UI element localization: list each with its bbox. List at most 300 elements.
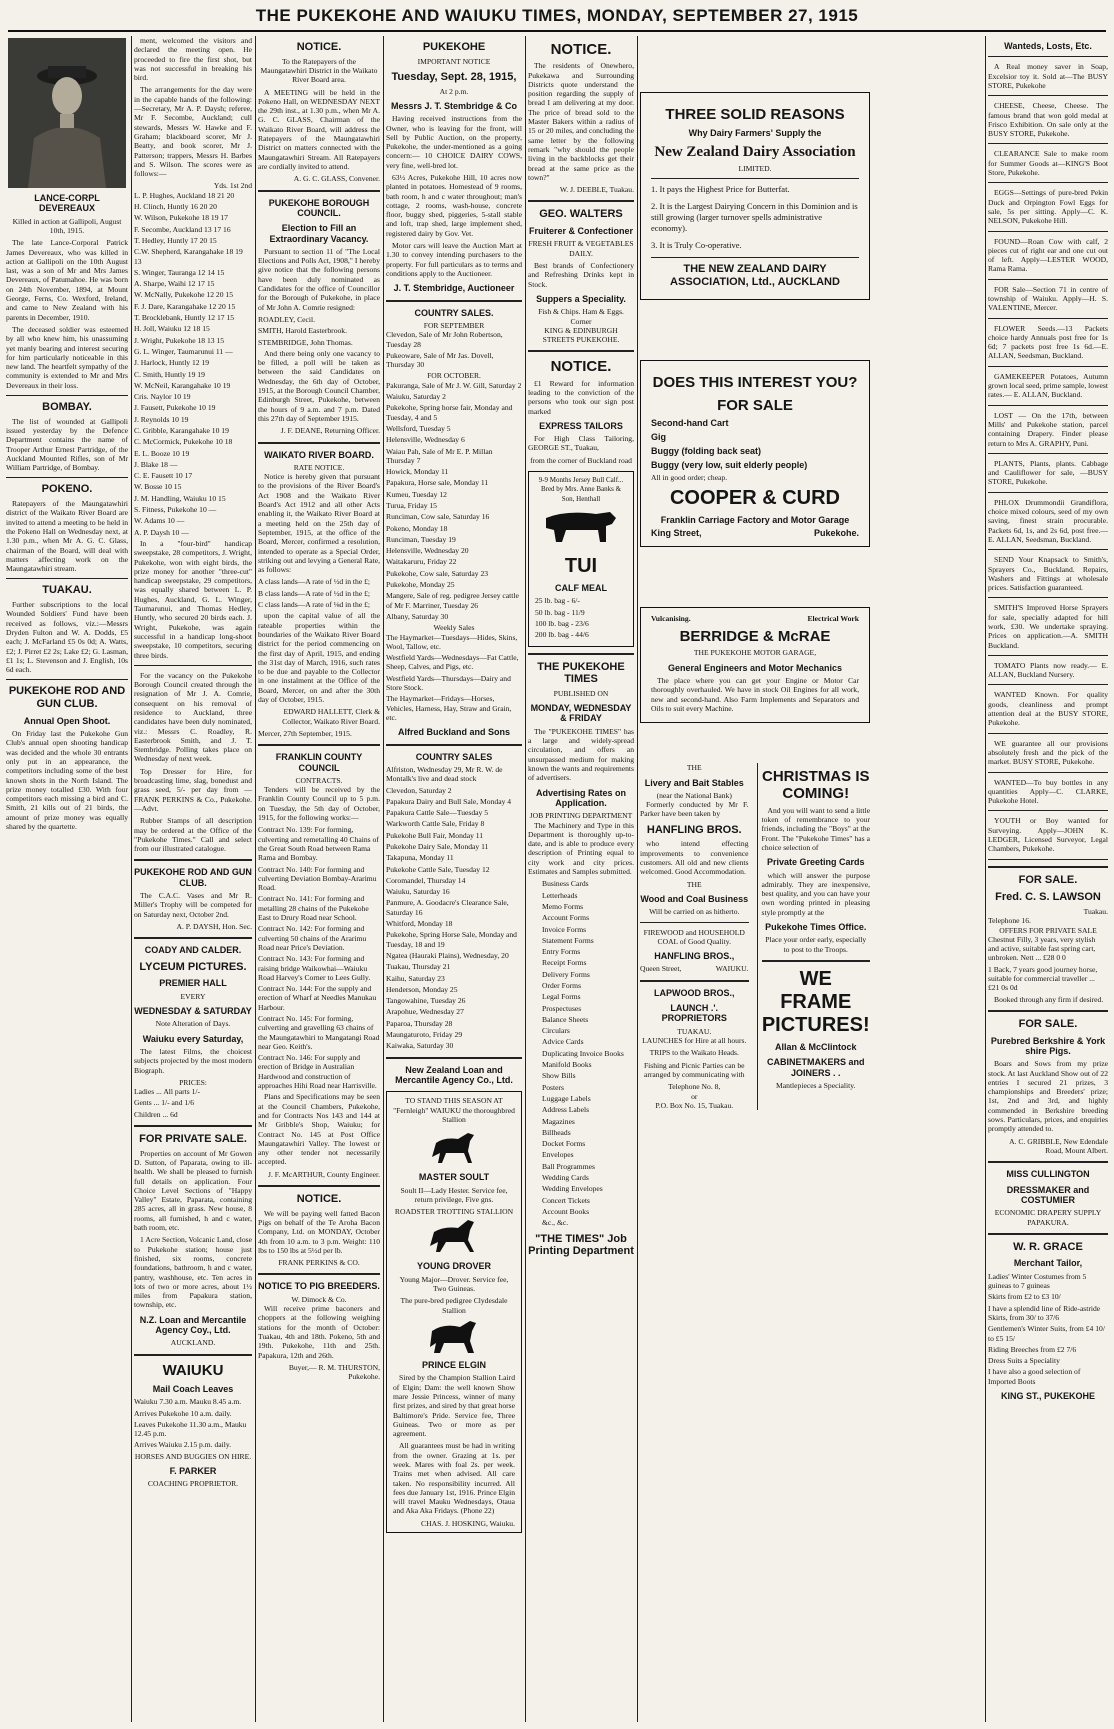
tuakau-paragraph: Further subscriptions to the local Wounded Soldiers' Fund have been received as follows, viz.:—Messrs Dryden Fulton and W. A. Dodds, £5 each; J. McFarland £5 0s 0d; A. Watts, £2; J. Pirret £2 2s; Lake £2; G. Lasman, £1 1s; L. Stevenson and J. English, 10s 6d each. (6, 600, 128, 675)
score-row: C. Gribble, Karangahake 10 19 (134, 425, 229, 435)
column-6 (640, 36, 870, 1724)
every-label: EVERY (180, 991, 206, 1001)
heading-borough-council: PUKEKOHE BOROUGH COUNCIL. (268, 197, 370, 218)
score-row: J. Wright, Pukekohe 18 13 15 (134, 335, 225, 345)
small-ad: PLANTS, Plants, plants. Cabbage and Cauliflower for sale, —BUSY STORE, Pukekohe. (988, 458, 1108, 487)
nz-loan-mercantile: New Zealand Loan and Mercantile Agency Co., Ltd. (395, 1064, 513, 1085)
sale-row: Pukekohe, Spring Horse Sale, Monday and Tuesday, 18 and 19 (386, 930, 517, 949)
score-row: W. Bosse 10 15 (134, 482, 182, 492)
score-row: A. P. Daysh 10 — (134, 527, 189, 537)
small-ad: A Real money saver in Soap, Excelsior toy it. Sold at—The BUSY STORE, Pukekohe (988, 62, 1108, 90)
ad-divider (988, 279, 1108, 280)
sale-row: Howick, Monday 11 (386, 467, 449, 477)
score-row: S. Winger, Tauranga 12 14 15 (134, 267, 225, 277)
fishing: Fishing and Picnic Parties can be arranged by communicating with (643, 1060, 745, 1079)
printing-service-row: Wedding Envelopes (542, 1184, 603, 1194)
rate-notice: RATE NOTICE. (293, 462, 345, 472)
pigs-paragraph: We will be paying well fatted Bacon Pigs on behalf of the Te Aroha Bacon Company, Ltd. on MONDAY, October 4th from 10 a.m. to 3 p.m. Weight: 110 lbs to 150 lbs at 5½d per lb. (258, 1208, 380, 1255)
column-2 (134, 36, 252, 1724)
candidate-row: STEMBRIDGE, John Thomas. (258, 337, 353, 347)
ad-divider (988, 492, 1108, 493)
score-row: A. Sharpe, Waihi 12 17 15 (134, 279, 215, 289)
ad-divider (988, 549, 1108, 550)
horses-buggies: HORSES AND BUGGIES ON HIRE. (134, 1451, 252, 1461)
sale-row: Pukekohe Cattle Sale, Tuesday 12 (386, 864, 490, 874)
berridge-paragraph: The place where you can get your Engine or Motor Car thoroughly overhauled. We have in stock Oil Engines for all work, new and second-hand. Also Farm Implements and Separators and Oils to suit every Machine. (651, 676, 859, 713)
formerly-paragraph: Formerly conducted by Mr F. Parker have been taken by (640, 800, 749, 819)
reason-row: 3. It is Truly Co-operative. (651, 240, 742, 251)
hanfling-ads (640, 763, 749, 1110)
ad-divider (988, 597, 1108, 598)
sale-item-row: Buggy (very low, suit elderly people) (651, 459, 808, 470)
column-rule (637, 36, 638, 1722)
score-row: W. Adams 10 — (134, 516, 185, 526)
nz-loan-place: AUCKLAND. (170, 1338, 216, 1348)
score-row: J. Fausett, Pukekohe 10 19 (134, 403, 216, 413)
dairy-association-ad (640, 92, 870, 300)
sale-row: Pakuranga, Sale of Mr J. W. Gill, Saturday 2 (386, 380, 522, 390)
ad-divider (988, 684, 1108, 685)
printing-service-row: Balance Sheets (542, 1014, 589, 1024)
small-ad: WE guarantee all our provisions absolutely fresh and the pick of the market. BUSY STORE, Pukekohe. (988, 738, 1108, 767)
sale-item-row: Second-hand Cart (651, 417, 729, 428)
tui-bull-label: 9-9 Months Jersey Bull Calf... Bred by Mrs. Anne Banks & Son, Henthall (538, 476, 624, 503)
merchant-tailor: Merchant Tailor, (1013, 1258, 1083, 1269)
borough-paragraph: Pursuant to section 11 of "The Local Elections and Polls Act, 1908," I hereby give notice that the following persons have been duly nominated as Candidates for the office of Councillor for the Borough of Pukekohe, in place of Mr John A. Comrie resigned: (258, 246, 380, 312)
we-frame-pictures: WE FRAME PICTURES! (761, 967, 870, 1036)
king-street: King Street, (651, 527, 702, 538)
sale-row: Waiuku, Saturday 16 (386, 887, 450, 897)
price-row: Gents ... 1/- and 1/6 (134, 1098, 195, 1108)
hanfling-bros: HANFLING BROS. (646, 823, 742, 836)
sale-row: Wellsford, Tuesday 5 (386, 423, 451, 433)
notice-address: To the Ratepayers of the Maungatawhiri District in the Waikato River Board area. (260, 56, 378, 85)
printing-service-row: Entry Forms (542, 947, 581, 957)
sale-row: Waiau Pah, Sale of Mr E. P. Millan Thursday 7 (386, 446, 493, 465)
scores-header: Yds. 1st 2nd (213, 181, 252, 191)
killed-line: Killed in action at Gallipoli, August 10th, 1915. (12, 216, 122, 235)
stallion-box (386, 1091, 522, 1533)
score-row: Cris. Naylor 10 19 (134, 392, 191, 402)
gun-club-paragraph: On Friday last the Pukekohe Gun Club's annual open shooting handicap was decided and the whole 30 entrants only put in an appearance, the competitors including some of the best known shots in the North Island. The prize money totalled £30. With four competitors each missing a bird and C. Smith, 21 kills out of 21 birds, the amount of prize money was equally shared by the quartette. (6, 729, 128, 832)
sale-row: Pukeoware, Sale of Mr Jas. Dovell, Thursday 30 (386, 350, 494, 370)
for-october: FOR OCTOBER. (427, 371, 481, 381)
score-row: T. Hedley, Huntly 17 20 15 (134, 235, 217, 245)
september-list-2 (386, 765, 522, 784)
column-1 (6, 36, 128, 1724)
contract-row: Contract No. 140: For forming and culverting Deviation Bombay-Ararimu Road. (258, 864, 377, 893)
scores-list (134, 191, 252, 537)
christmas-paragraph: And you will want to send a little token of remembrance to your friends, including the "Boys" at the Front. The "Pukekohe Times" has a choice selection of (761, 805, 870, 852)
printing-service-row: Billheads (542, 1127, 571, 1137)
printing-service-row: Memo Forms (542, 901, 584, 911)
heading-notice-bread: NOTICE. (550, 41, 612, 58)
printing-service-row: Envelopes (542, 1150, 574, 1160)
score-row: C. E. Fausett 10 17 (134, 471, 193, 481)
auctioneer: J. T. Stembridge, Auctioneer (393, 283, 515, 294)
printing-service-row: Manifold Books (542, 1060, 592, 1070)
sale-row: Clevedon, Saturday 2 (386, 785, 452, 795)
rate-paragraph: Notice is hereby given that pursuant to the provisions of the River Board's Act 1908 and the Waikato River Board's Act 1912 and all other Acts enabling it, the Waikato River Board at a meeting held on the 25th day of September, 1915, at the office of the Board, Mercer, confirmed a resolution, intended to operate as a Special Order, striking out and levying a General Rate, as follows: (258, 472, 380, 575)
printing-service-row: Magazines (542, 1116, 575, 1126)
christmas-ads (757, 763, 871, 1110)
job-printing-dept: JOB PRINTING DEPARTMENT (529, 811, 633, 821)
sale-paragraph: Having received instructions from the Owner, who is leaving for the front, will Sell by Public Auction, on the property, Pukekohe, the under-mentioned as a going concern:— 10 CHOICE DAIRY COWS, very fine, well-bred lot. (386, 114, 522, 170)
waiuku-saturday: Waiuku every Saturday, (142, 1033, 244, 1044)
waiuku-town: WAIUKU. (715, 964, 749, 974)
general-engineers: General Engineers and Motor Mechanics (667, 662, 843, 673)
king-streets: KING & EDINBURGH STREETS PUKEKOHE. (542, 325, 620, 345)
elgin-terms: All guarantees must be had in writing from the owner. Grazing at 1s. per week. Mares with foal 2s. per week. Trains met when advised. All care taken. No responsibility incurred. All fees due January 1st, 1916. Prince Elgin will travel Mauku Wednesdays, Otaua and Aka Aka Fridays. (Phone 22) (393, 1441, 515, 1516)
ad-divider (988, 405, 1108, 406)
printing-service-row: Order Forms (542, 980, 582, 990)
obituary-paragraph: The late Lance-Corporal Patrick James Devereaux, who was killed in action at Gallipoli on the 10th August last, was a son of Mr and Mrs James Devereaux, of Patumahoe. He was born on 24th November, 1894, at Mount George, Ferns, Co. Wexford, Ireland, and came to New Zealand with his parents in December, 1910. (6, 238, 128, 322)
soldier-portrait (8, 38, 126, 188)
sale-row: Runciman, Tuesday 19 (386, 534, 456, 544)
advertising-rates: Advertising Rates on Application. (535, 787, 627, 808)
sale-row: Papakura Dairy and Bull Sale, Monday 4 (386, 796, 512, 806)
sale-row: Alfriston, Wednesday 29, Mr R. W. de Montalk's live and dead stock (386, 764, 503, 784)
grace-row: I have also a good selection of Imported Boots (988, 1367, 1081, 1386)
deeble-signature: W. J. DEEBLE, Tuakau. (559, 185, 634, 195)
sale-row: Panmure, A. Goodacre's Clearance Sale, Saturday 16 (386, 898, 509, 917)
grace-row: Dress Suits a Speciality (988, 1356, 1060, 1366)
heading-country-sales-2: COUNTRY SALES (415, 751, 493, 762)
contract-row: Contract No. 142: For forming and culverting 50 chains of the Ararimu Road near Price's Deviation. (258, 924, 367, 952)
the-label-2: THE (686, 879, 702, 889)
printing-service-row: Luggage Labels (542, 1093, 591, 1103)
heading-pig-breeders: NOTICE TO PIG BREEDERS. (258, 1281, 380, 1292)
score-row: H. Joll, Waiuku 12 18 15 (134, 324, 210, 334)
sale-row: Maungaturoto, Friday 29 (386, 1030, 463, 1040)
mail-row: Leaves Pukekohe 11.30 a.m., Mauku 12.45 p.m. (134, 1419, 247, 1439)
sale-row: Pukekohe, Monday 25 (386, 580, 455, 590)
score-row: J. Reynolds 10 19 (134, 414, 189, 424)
dimock-name: W. Dimock & Co. (291, 1294, 347, 1304)
offer-row: Chestnut Filly, 3 years, very stylish and active, suitable fast spring cart, unbroken. Nett ... £28 0 0 (988, 934, 1096, 963)
tui-calf-meal-ad (528, 471, 634, 646)
trips: TRIPS to the Waikato Heads. (649, 1048, 739, 1058)
tui-brand: TUI (564, 554, 598, 577)
rod-gun-notice: The C.A.C. Vases and Mr R. Miller's Trophy will be competed for on Saturday next, October 2nd. (134, 891, 252, 919)
small-ad: CLEARANCE Sale to make room for Summer Goods at—KING'S Boot Store, Pukekohe. (988, 149, 1108, 178)
sale-row: Helensville, Wednesday 6 (386, 435, 465, 445)
printing-service-row: Advice Cards (542, 1037, 584, 1047)
lawson-name: Fred. C. S. LAWSON (995, 891, 1101, 904)
score-row: J. Harlock, Huntly 12 19 (134, 358, 210, 368)
economic-drapery: ECONOMIC DRAPERY SUPPLY PAPAKURA. (994, 1208, 1102, 1227)
sale-row: Turua, Friday 15 (386, 501, 437, 510)
ad-divider (988, 318, 1108, 319)
soldier-portrait-image (8, 38, 126, 188)
clydesdale-label: The pure-bred pedigree Clydesdale Stallion (400, 1296, 508, 1315)
express-tailors: EXPRESS TAILORS (539, 420, 623, 431)
heading-tuakau: TUAKAU. (42, 584, 92, 597)
cabinetmakers: CABINETMAKERS and JOINERS . . (766, 1057, 865, 1078)
dairy-association-name: New Zealand Dairy Association (654, 143, 856, 160)
offer-row: 1 Back, 7 years good journey horse, suitable for commercial traveller ... £21 0s 0d (988, 964, 1098, 993)
telephone: Telephone No. 8, (668, 1082, 721, 1092)
coaching-proprietor: COACHING PROPRIETOR. (147, 1479, 239, 1489)
printing-service-row: Legal Forms (542, 992, 581, 1002)
hanfling-paragraph: who intend effecting improvements to convenience customers. All old and new clients welcomed. Good Accommodation. (640, 839, 749, 877)
queen-street: Queen Street, (640, 964, 682, 974)
small-ad: FLOWER Seeds.—13 Packets choice hardy Annuals post free for 1s 6d; 7 packets post free 1s 6d.—E. ALLAN, Seedsman, Buckland. (988, 323, 1108, 361)
launches-hire: LAUNCHES for Hire at all hours. (642, 1036, 747, 1046)
young-drover: YOUNG DROVER (416, 1261, 491, 1272)
printing-service-row: Receipt Forms (542, 958, 587, 968)
fresh-fruit: FRESH FRUIT & VEGETABLES DAILY. (528, 239, 634, 258)
score-row: G. L. Winger, Taumarunui 11 — (134, 346, 233, 356)
small-ad: FOR Sale—Section 71 in centre of township of Waiuku. Apply—H. S. VALENTINE, Mercer. (988, 284, 1108, 313)
vacancy-paragraph: For the vacancy on the Pukekohe Borough Council created through the resignation of Mr J. A. Comrie, consequent on his removal of residence to Auckland, three candidates have been duly nominated, viz.: Messrs C. Roadley, R. Easterbrook Smith, and J. T. Stembridge. Polling takes place on Wednesday of next week. (134, 670, 252, 764)
small-ad: WANTED—To buy bottles in any quantities Apply—C. CLARKE, Pukekohe Hotel. (988, 777, 1108, 806)
small-ad: YOUTH or Boy wanted for Surveying. Apply—JOHN K. LEDGER, Licensed Surveyor, Legal Chambers, Pukekohe. (988, 816, 1108, 854)
mail-coach-leaves: Mail Coach Leaves (152, 1383, 234, 1394)
printing-service-row: Posters (542, 1082, 564, 1092)
horse-icon (424, 1315, 484, 1355)
sale-row: Waiuku, Saturday 2 (386, 392, 446, 402)
sale-row: Helensville, Wednesday 20 (386, 546, 469, 556)
sale-row: Arapohue, Wednesday 27 (386, 1007, 464, 1017)
lower-ads-row (640, 763, 870, 1110)
score-row: W. McNally, Pukekohe 12 20 15 (134, 290, 233, 300)
score-row: L. P. Hughes, Auckland 18 21 20 (134, 190, 235, 200)
mcarthur-signature: J. F. McARTHUR, County Engineer. (268, 1169, 380, 1179)
sale-row: Warkworth Cattle Sale, Friday 8 (386, 819, 485, 829)
small-ad: FOUND—Roan Cow with calf, 2 pieces cut of right ear and one cut out of left. Apply—LESTER WOOD, Rama Rama. (988, 236, 1108, 274)
sale-row: Albany, Saturday 30 (386, 611, 449, 621)
ad-divider (988, 810, 1108, 811)
launch-proprietors: LAUNCH .'. PROPRIETORS (661, 1003, 727, 1024)
score-row: W. McNeil, Karangahake 10 19 (134, 380, 231, 390)
printing-service-row: Ball Programmes (542, 1161, 595, 1171)
perkins-signature: FRANK PERKINS & CO. (278, 1258, 360, 1268)
ad-divider (988, 772, 1108, 773)
suppers: Suppers a Speciality. (536, 293, 626, 304)
sale-row: Pokeno, Monday 18 (386, 523, 448, 533)
sale-row: Westfield Yards—Thursdays—Dairy and Store Stock. (386, 673, 511, 693)
printing-service-row: Delivery Forms (542, 969, 590, 979)
berridge-ad (640, 607, 870, 723)
rate-paragraph-2: upon the capital value of all the rateable properties within the boundaries of the Waikato River Board district for the period commencing on the first day of April, 1915, and ending the 31st day of March, 1916, such rates to be due and payable to the Collector in one instalment at the Office of the Board, Mercer, on and after the 30th day of October, 1915. (258, 611, 380, 704)
heading-pokeno: POKENO. (41, 483, 93, 496)
sale-date: Tuesday, Sept. 28, 1915, (391, 70, 517, 83)
sale-paragraph: 63½ Acres, Pukekohe Hill, 10 acres now planted in potatoes. Homestead of 9 rooms, bath room, h and c water throughout; man's cottage, 2 rooms, wash-house, concrete floor, buggy shed, piggeries, 5-stall stable and loft, trap shed, large implement shed, registered dairy by Gov. Vet. (386, 173, 522, 238)
rate-class-row: B class lands—A rate of ½d in the £; (258, 588, 370, 598)
times-paragraph: The "PUKEKOHE TIMES" has a large and widely-spread circulation, and offers an unsurpassed medium for making known the wants and requirements of advertisers. (528, 726, 634, 783)
printing-service-row: Letterheads (542, 890, 578, 900)
contract-row: Contract No. 143: For forming and raising bridge Waikowhai—Waiuku Road Harvey's Corner to Lees Gully. (258, 954, 371, 982)
column-8 (988, 36, 1108, 1724)
sale-row: Paparoa, Thursday 28 (386, 1018, 453, 1028)
private-sale-paragraph: Properties on account of Mr Gowen D. Sutton, of Paparata, owing to ill-health. We shall be pleased to furnish full details on application. Four Choice Level Sections of "Happy Valley" Estate, Paparata, containing 285 acres, all in grass. New house, 8 rooms, all furnished, h and c water, bath room, etc. (134, 1148, 252, 1233)
wood-coal: Wood and Coal Business (640, 893, 749, 904)
mercer-date: Mercer, 27th September, 1915. (258, 728, 352, 738)
fish-chips: Fish & Chips. Ham & Eggs. (538, 307, 624, 317)
bull-icon (536, 506, 626, 550)
firewood: FIREWOOD and HOUSEHOLD COAL of Good Quality. (643, 927, 745, 946)
column-rule (255, 36, 256, 1722)
sale-paragraph: Motor cars will leave the Auction Mart at 1.30 to convey intending purchasers to the property. For full particulars as to terms and conditions apply to the Auctioneer. (386, 241, 522, 278)
sale-row: Pukekohe, Cow sale, Saturday 23 (386, 568, 489, 578)
wed-sat: WEDNESDAY & SATURDAY (134, 1005, 252, 1016)
nz-loan-heading: N.Z. Loan and Mercantile Agency Coy., Ltd. (139, 1314, 247, 1336)
express-location: from the corner of Buckland road (530, 455, 632, 465)
printing-service-row: Invoice Forms (542, 924, 587, 934)
heading-country-sales: COUNTRY SALES. (414, 307, 494, 318)
small-ad: TOMATO Plants now ready.— E. ALLAN, Buckland Nursery. (988, 660, 1108, 680)
prices-heading: PRICES: (179, 1077, 207, 1087)
bombay-paragraph: The list of wounded at Gallipoli issued yesterday by the Defence Department contains the name of Trooper Arthur Ernest Partridge, of the Auckland Mounted Rifles, son of Mr William Partridge, of Bombay. (6, 416, 128, 473)
for-sale-heading-2: FOR SALE. (1018, 1017, 1078, 1030)
published-on: PUBLISHED ON (553, 688, 609, 698)
stembridge-firm: Messrs J. T. Stembridge & Co (390, 100, 518, 111)
grace-row: I have a splendid line of Ride-astride Skirts, from 30/ to 37/6 (988, 1303, 1101, 1322)
horse-icon (424, 1216, 484, 1256)
printing-service-row: Concert Tickets (542, 1195, 590, 1205)
interest-heading: DOES THIS INTEREST YOU? (652, 374, 858, 392)
mail-row: Arrives Waiuku 2.15 p.m. daily. (134, 1440, 232, 1450)
sale-row: Tangowahine, Tuesday 26 (386, 996, 466, 1006)
small-ad: LOST — On the 17th, between Mills' and Pukekohe station, parcel containing Drapery. Finder please return to Mrs A. GRAPHY, Puni. (988, 410, 1108, 448)
rate-class-row: C class lands—A rate of ⅛d in the £; (258, 600, 370, 610)
printing-services-list (528, 879, 634, 1227)
heading-pukekohe: PUKEKOHE (422, 41, 486, 53)
lapwood-bros: LAPWOOD BROS., (654, 987, 735, 998)
small-ad: SMITH'S Improved Horse Sprayers for sale, specially adapted for hill work, £30. We undertake spraying. Prices on application.—A. SMITH Buckland. (988, 603, 1108, 650)
miss-cullington: MISS CULLINGTON (1006, 1169, 1090, 1180)
arrangements-paragraph: The arrangements for the day were in the capable hands of the following:—Secretary, Mr A. P. Daysh; referee, Mr F. Secombe, Auckland; cull stewards, Messrs W. Hawke and F. Graham; blackboard scorer, Mr J. Beatty, and book scorer, Mr J. Patterson; trappers, Messrs H. Barbes and S. Wilson. The scores were as follows:— (134, 85, 252, 179)
hosking-signature: CHAS. J. HOSKING, Waiuku. (421, 1518, 515, 1528)
ad-divider (988, 95, 1108, 96)
candidate-row: SMITH, Harold Easterbrook. (258, 326, 347, 336)
small-ad: SEND Your Knapsack to Smith's, Sprayers Co., Buckland. Repairs, Washers and Fittings at wholesale prices. Satisfaction guaranteed. (988, 555, 1108, 593)
contract-row: Contract No. 145: For forming, culverting and gravelling 63 chains of the Maungatawhiri to Mangatangi Road near Geo. Keith's. (258, 1013, 380, 1051)
hallett-signature: EDWARD HALLETT, Clerk & Collector, Waikato River Board. (282, 707, 380, 726)
sale-item-row: Gig (651, 431, 666, 442)
printing-service-row: Wedding Cards (542, 1173, 589, 1183)
glass-signature: A. G. C. GLASS, Convener. (293, 174, 380, 184)
lawson-town: Tuakau. (1083, 906, 1108, 916)
motor-garage: THE PUKEKOHE MOTOR GARAGE, (693, 648, 817, 658)
sale-row: The Haymarket—Tuesdays—Hides, Skins, Wool, Tallow, etc. (386, 632, 518, 651)
weekly-sales: Weekly Sales (433, 623, 475, 633)
grace-name: W. R. GRACE (1013, 1240, 1083, 1253)
pokeno-paragraph: Ratepayers of the Maungatawhiri district of the Waikato River Board are invited to attend a meeting to be held in the Pokeno Hall on Wednesday next, at 1.30 p.m., when Mr A. G. C. Glass, chairman of the Board, will deal with matters affecting work on the Maungatawhiri stream. (6, 499, 128, 574)
corner-label: Corner (570, 316, 592, 326)
for-september: FOR SEPTEMBER (423, 320, 485, 330)
sale-row: Henderson, Monday 25 (386, 984, 458, 994)
gribble-signature: A. C. GRIBBLE, New Edendale Road, Mount Albert. (1009, 1136, 1108, 1155)
alfred-buckland: Alfred Buckland and Sons (397, 727, 511, 738)
printing-service-row: Show Bills (542, 1071, 576, 1081)
private-greeting-cards: Private Greeting Cards (766, 857, 865, 868)
bread-notice: The residents of Onewhero, Pukekawa and Surrounding Districts quote understand the position regarding the supply of bread I am delivering at my door. The price of bread sold to the Master Bakers within a radius of 15 or 20 miles, and concluding the same letter by the following remark "why should the people living in the backblocks get their bread at the same price as the town?" (528, 61, 634, 182)
heading-gun-club: PUKEKOHE ROD AND GUN CLUB. (8, 685, 126, 711)
candidates-list (258, 315, 380, 347)
cooper-curd: COOPER & CURD (669, 487, 840, 510)
three-reasons: THREE SOLID REASONS (665, 106, 845, 123)
column-5 (528, 36, 634, 1724)
vulcanising: Vulcanising. (651, 613, 691, 623)
heading-notice-reward: NOTICE. (550, 358, 612, 376)
candidate-row: ROADLEY, Cecil. (258, 314, 316, 324)
cooper-curd-ad (640, 360, 870, 546)
times-job-printing: "THE TIMES" Job Printing Department (528, 1232, 634, 1258)
score-row: F. Secombe, Auckland 13 17 16 (134, 224, 231, 234)
score-row: C. Smith, Huntly 19 19 (134, 369, 205, 379)
sale-row: Kaihu, Saturday 23 (386, 973, 445, 983)
films-paragraph: The latest Films, the choicest subjects projected by the most modern Biograph. (134, 1046, 252, 1075)
cards-paragraph: which will answer the purpose admirably. They are inexpensive, best quality, and you can have your own wording printed in pleasing style promptly at the (761, 870, 870, 917)
column-4 (386, 36, 522, 1724)
livery-stables: Livery and Bait Stables (644, 777, 744, 788)
ad-divider (988, 859, 1108, 860)
small-ads-list (988, 62, 1108, 859)
or-label: or (691, 1091, 698, 1101)
roadster-label: ROADSTER TROTTING STALLION (394, 1207, 514, 1217)
heading-waiuku-coach: WAIUKU (162, 1361, 224, 1379)
sale-row: Takapuna, Monday 11 (386, 853, 454, 863)
reward-paragraph: £1 Reward for information leading to the conviction of the persons who took our sign post marked (528, 378, 634, 416)
contract-row: Contract No. 141: For forming and metalling 28 chains of the Pukekohe East to Drury Road near School. (258, 894, 369, 923)
tenders-paragraph: Tenders will be received by the Franklin County Council up to 5 p.m. on Tuesday, the 5th day of October, 1915, for the following works:— (258, 785, 380, 823)
october-list-2 (386, 786, 522, 1051)
sale-row: Waitakaruru, Friday 22 (386, 557, 457, 567)
pukekohe-town: Pukekohe. (813, 527, 859, 538)
dressmaker: DRESSMAKER and COSTUMIER (1006, 1184, 1090, 1205)
sale-row: Pukekohe, Spring horse fair, Monday and Tuesday, 4 and 5 (386, 403, 513, 422)
thurston-signature: Buyer,— R. M. THURSTON, Pukekohe. (288, 1362, 380, 1382)
score-row: C. McCormick, Pukekohe 10 18 (134, 437, 233, 447)
tui-price-row: 200 lb. bag - 44/6 (535, 630, 589, 640)
contracts-list (258, 825, 380, 1090)
important-notice: IMPORTANT NOTICE (417, 56, 491, 66)
printing-service-row: Circulars (542, 1026, 570, 1036)
sale-row: Mangere, Sale of reg. pedigree Jersey cattle of Mr F. Marriner, Tuesday 26 (386, 591, 519, 610)
sale-row: Papakura Cattle Sale—Tuesday 5 (386, 808, 489, 818)
rate-class-row: A class lands—A rate of ½d in the £; (258, 577, 370, 587)
contract-row: Contract No. 146: For supply and erection of Bridge in Australian Hardwood and construction of approaches Hihi Road near Harrisville. (258, 1053, 377, 1091)
express-details: For High Class Tailoring, GEORGE ST., Tuakau, (528, 434, 634, 453)
score-row: T. Brocklebank, Huntly 12 17 15 (134, 313, 235, 323)
coady-calder: COADY AND CALDER. (144, 945, 242, 956)
mantlepieces: Mantlepieces a Speciality. (776, 1081, 856, 1091)
ad-divider (988, 453, 1108, 454)
best-brands: Best brands of Confectionery and Refreshing Drinks kept in Stock. (528, 260, 634, 289)
reason-row: 1. It pays the Highest Price for Butterfat. (651, 184, 790, 195)
sale-row: Ngatea (Hauraki Plains), Wednesday, 20 (386, 950, 509, 960)
price-row: Children ... 6d (134, 1109, 178, 1119)
sale-item-row: Buggy (folding back seat) (651, 445, 762, 456)
drover-details: Young Major—Drover. Service fee, Two Guineas. (399, 1274, 509, 1294)
sale-row: Kumeu, Tuesday 12 (386, 489, 447, 499)
heading-private-sale: FOR PRIVATE SALE. (139, 1133, 247, 1146)
tui-price-row: 25 lb. bag - 6/- (535, 596, 580, 606)
carriage-factory: Franklin Carriage Factory and Motor Garage (660, 515, 850, 526)
score-row: E. L. Booze 10 19 (134, 448, 190, 458)
mail-row: Waiuku 7.30 a.m. Mauku 8.45 a.m. (134, 1397, 242, 1407)
ad-divider (988, 143, 1108, 144)
score-row: J. M. Handling, Waiuku 10 15 (134, 493, 226, 503)
prices-list (134, 1087, 252, 1119)
gun-club-continued: ment, welcomed the visitors and declared the meeting open. He proceeded to fire the first shot, but was not successful in breaking his bird. (134, 36, 252, 83)
hanfling-bros-2: HANFLING BROS., (654, 951, 735, 962)
sale-row: Westfield Yards—Wednesdays—Fat Cattle, Sheep, Calves, and Pigs, etc. (386, 653, 519, 672)
sale-items (651, 417, 859, 471)
lyceum-pictures: LYCEUM PICTURES. (139, 960, 247, 973)
